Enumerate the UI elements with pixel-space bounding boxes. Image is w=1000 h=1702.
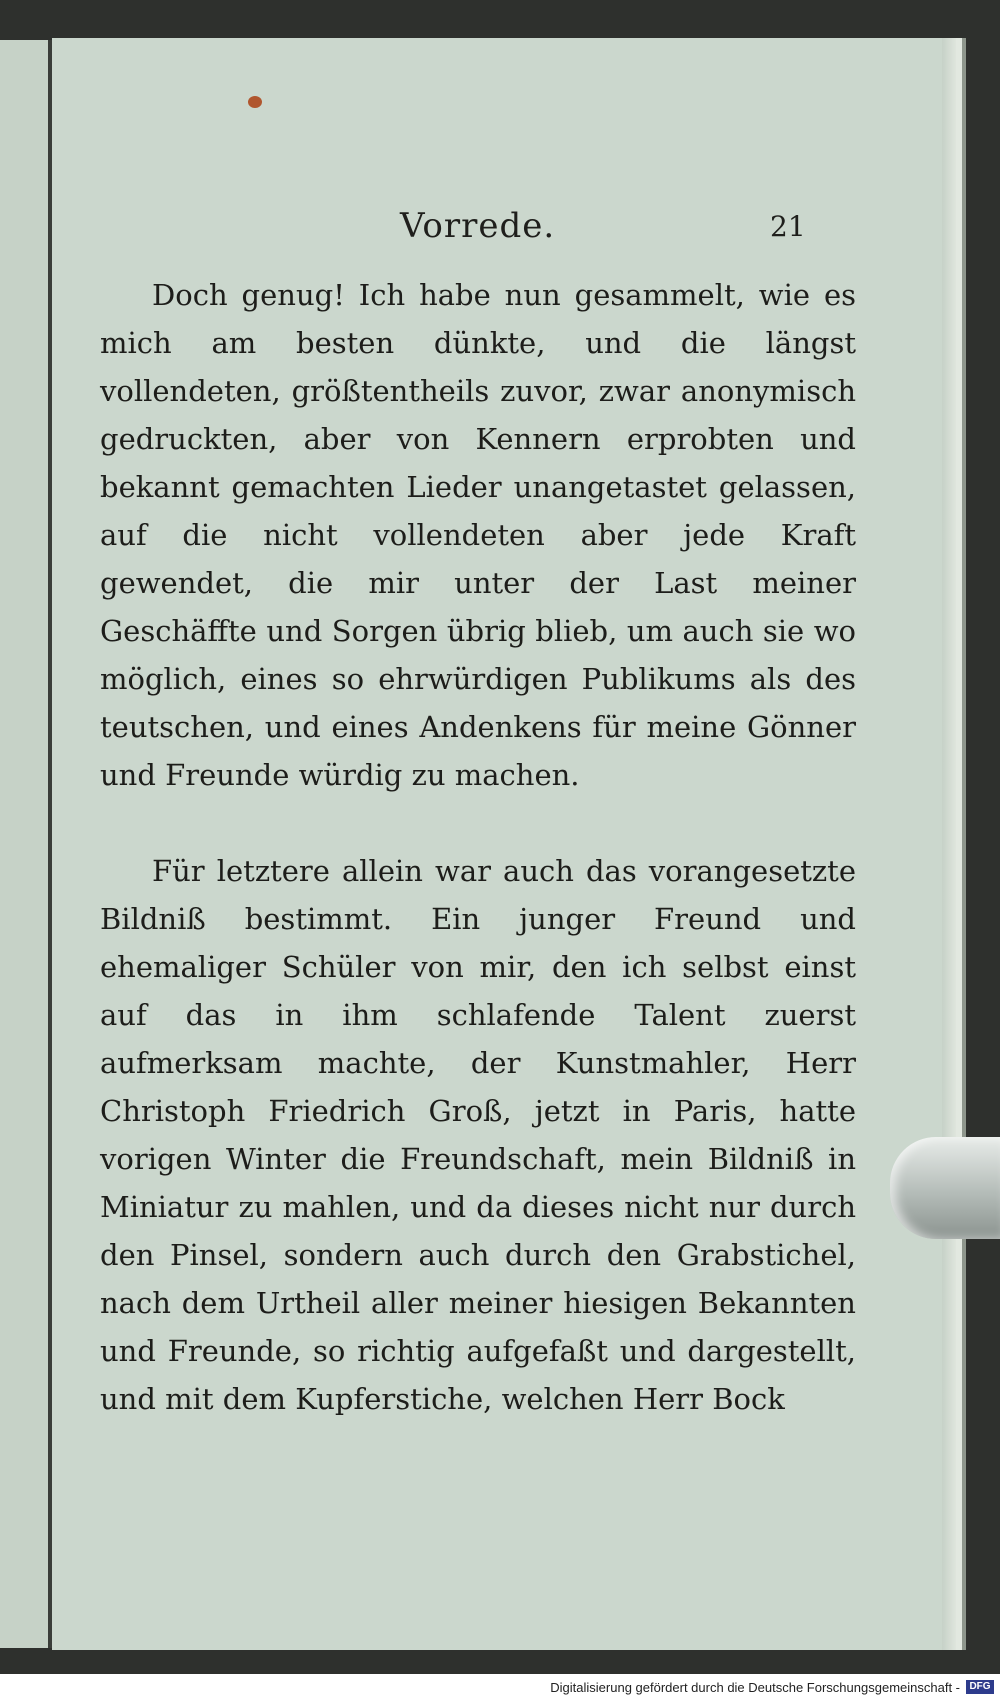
book-page	[52, 38, 962, 1650]
body-text	[100, 271, 856, 1423]
previous-page-edge	[0, 40, 52, 1648]
page-number: 21	[770, 210, 806, 243]
paragraph-2: Für letztere allein war auch das vorangesetzte Bildniß bestimmt. Ein junger Freund und ehemaliger Schüler von mir, den ich selbst einst auf das in ihm schlafende Talent zuerst aufmerksam machte, der Kunstmahler, Herr Christoph Friedrich Groß, jetzt in Paris, hatte vorigen Winter die Freundschaft, mein Bildniß in Miniatur zu mahlen, und da dieses nicht nur durch den Pinsel, sondern auch durch den Grabstichel, nach dem Urtheil aller meiner hiesigen Bekannten und Freunde, so richtig aufgefaßt und dargestellt, und mit dem Kupferstiche, welchen Herr Bock	[100, 854, 856, 1416]
page-edge	[942, 38, 956, 1650]
running-head: Vorrede.	[400, 206, 556, 246]
footer-bar	[0, 1674, 1000, 1702]
paragraph-1: Doch genug! Ich habe nun gesammelt, wie es mich am besten dünkte, und die längst vollendeten, größtentheils zuvor, zwar anonymisch gedruckten, aber von Kennern erprobten und bekannt gemachten Lieder unangetastet gelassen, auf die nicht vollendeten aber jede Kraft gewendet, die mir unter der Last meiner Geschäffte und Sorgen übrig blieb, um auch sie wo möglich, eines so ehrwürdigen Publikums als des teutschen, und eines Andenkens für meine Gönner und Freunde würdig zu machen.	[100, 278, 856, 792]
footer-credit: Digitalisierung gefördert durch die Deutsche Forschungsgemeinschaft -	[550, 1680, 960, 1695]
page-header	[52, 206, 956, 256]
dfg-logo-icon: DFG	[966, 1680, 994, 1694]
page-clip	[890, 1137, 1000, 1239]
ink-stain	[248, 96, 262, 108]
